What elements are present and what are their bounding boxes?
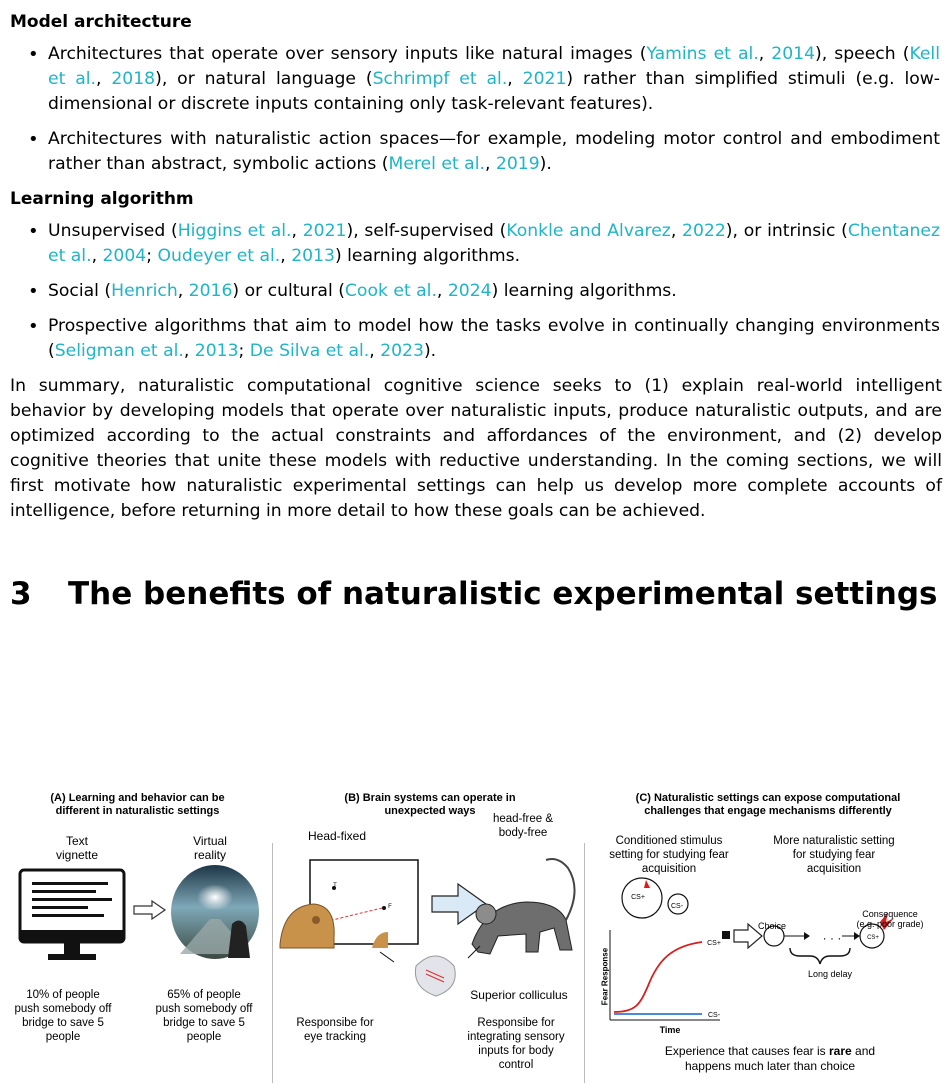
citation-link[interactable]: Merel et al. [388,154,485,174]
choice-label: Choice [757,921,786,931]
fixation-f-label: F [388,904,392,910]
model-architecture-list [48,42,942,177]
citation-link[interactable]: 2018 [111,69,156,89]
conditioned-stimulus-label: Conditioned stimulus setting for studying fear acquisition [609,835,729,875]
brain-icon [415,956,455,996]
subheading-model-architecture: Model architecture [10,12,192,32]
time-axis-label: Time [659,1025,681,1035]
vr-scene-image [170,864,260,960]
superior-colliculus-label: Superior colliculus [470,988,568,1002]
head-fixed-label: Head-fixed [307,829,367,843]
panel-b-left-caption: Responsibe for eye tracking [296,1017,374,1043]
text-vignette-label: Text vignette [55,834,99,862]
head-free-label: head-free & body-free [492,813,554,839]
panel-c-caption: Experience that causes fear is rare and happens much later than choice [664,1044,876,1073]
panel-a-right-caption: 65% of people push somebody off bridge to save 5 people [155,989,253,1043]
citation-link[interactable]: Seligman et al. [54,341,184,361]
ellipsis: · · · [822,931,842,945]
list-item: • Architectures with naturalistic action spaces—for example, modeling motor control and embodiment rather than abstract, symbolic actions (Merel et al., 2019). [48,127,942,177]
citation-link[interactable]: Henrich [111,281,178,301]
panel-b-right-caption: Responsibe for integrating sensory inputs for body control [467,1017,565,1071]
citation-link[interactable]: De Silva et al. [249,341,370,361]
list-item: • Social (Henrich, 2016) or cultural (Cook et al., 2024) learning algorithms. [48,279,942,304]
citation-link[interactable]: Cook et al. [344,281,437,301]
section-number: 3 [10,576,32,612]
target-t-label: T [333,883,337,889]
citation-link[interactable]: Chentanez et al. [48,221,940,266]
list-item: • Unsupervised (Higgins et al., 2021), self-supervised (Konkle and Alvarez, 2022), or intrinsic (Chentanez et al., 2004; Oudeyer et al., 2013) learning algorithms. [48,219,942,269]
citation-link[interactable]: Higgins et al. [177,221,292,241]
long-delay-label: Long delay [807,969,853,979]
citation-link[interactable]: Oudeyer et al. [157,246,281,266]
panel-a-title: (A) Learning and behavior can be different in naturalistic settings [50,792,225,817]
citation-link[interactable]: Schrimpf et al. [372,69,508,89]
citation-link[interactable]: 2023 [380,341,424,361]
citation-link[interactable]: 2022 [682,221,726,241]
citation-link[interactable]: 2024 [447,281,492,301]
panel-c-title: (C) Naturalistic settings can expose computational challenges that engage mechanisms differently [635,792,901,817]
section-heading [10,574,942,614]
learning-algorithm-list [48,219,942,364]
consequence-label: Consequence (e.g. poor grade) [856,909,924,929]
panel-divider [584,843,585,1083]
citation-link[interactable]: 2016 [188,281,233,301]
citation-link[interactable]: Yamins et al. [646,44,759,64]
cs-plus-label: CS+ [631,894,645,901]
citation-link[interactable]: 2004 [102,246,147,266]
section-title: The benefits of naturalistic experimental settings [68,576,938,612]
arrow-right-icon [132,898,168,922]
cs-plus-curve [614,942,702,1012]
paper-page [10,0,942,614]
monkey-head-fixed [280,904,334,948]
citation-link[interactable]: 2013 [291,246,335,266]
cs-minus-label: CS- [670,903,684,910]
cs-plus-curve-label: CS+ [707,940,721,947]
panel-a-left-caption: 10% of people push somebody off bridge to save 5 people [14,989,112,1043]
monitor-icon [18,868,128,968]
panel-b-title: (B) Brain systems can operate in unexpected ways [344,792,516,817]
naturalistic-setting-label: More naturalistic setting for studying fear acquisition [773,835,895,875]
citation-link[interactable]: 2019 [495,154,540,174]
citation-link[interactable]: 2013 [194,341,239,361]
virtual-reality-label: Virtual reality [193,834,227,862]
cs-minus-line-label: CS- [707,1012,721,1019]
citation-link[interactable]: 2021 [302,221,347,241]
summary-paragraph: In summary, naturalistic computational cognitive science seeks to (1) explain real-world intelligent behavior by developing models that operate over naturalistic inputs, produce naturalistic outputs, and are optimized according to the actual constraints and affordances of the environment, and (2) develop cognitive theories that unite these models with reductive understanding. In the coming sections, we will first motivate how naturalistic experimental settings can help us develop more complete accounts of intelligence, before returning in more detail to how these goals can be achieved. [10,376,942,521]
panel-b-illustration [276,848,586,998]
list-item: • Architectures that operate over sensory inputs like natural images (Yamins et al., 2014), speech (Kell et al., 2018), or natural language (Schrimpf et al., 2021) rather than simplified stimuli (e.g. low-dimensional or discrete inputs containing only task-relevant features). [48,42,942,117]
citation-link[interactable]: 2014 [771,44,816,64]
list-item: • Prospective algorithms that aim to model how the tasks evolve in continually changing environments (Seligman et al., 2013; De Silva et al., 2023). [48,314,942,364]
subheading-learning-algorithm: Learning algorithm [10,189,194,209]
citation-link[interactable]: 2021 [522,69,567,89]
fear-response-axis-label: Fear Response [600,947,610,1006]
consequence-cs-plus-label: CS+ [867,935,879,941]
panel-divider [272,843,273,1083]
citation-link[interactable]: Kell et al. [48,44,940,89]
citation-link[interactable]: Konkle and Alvarez [506,221,671,241]
figure [0,788,949,1089]
